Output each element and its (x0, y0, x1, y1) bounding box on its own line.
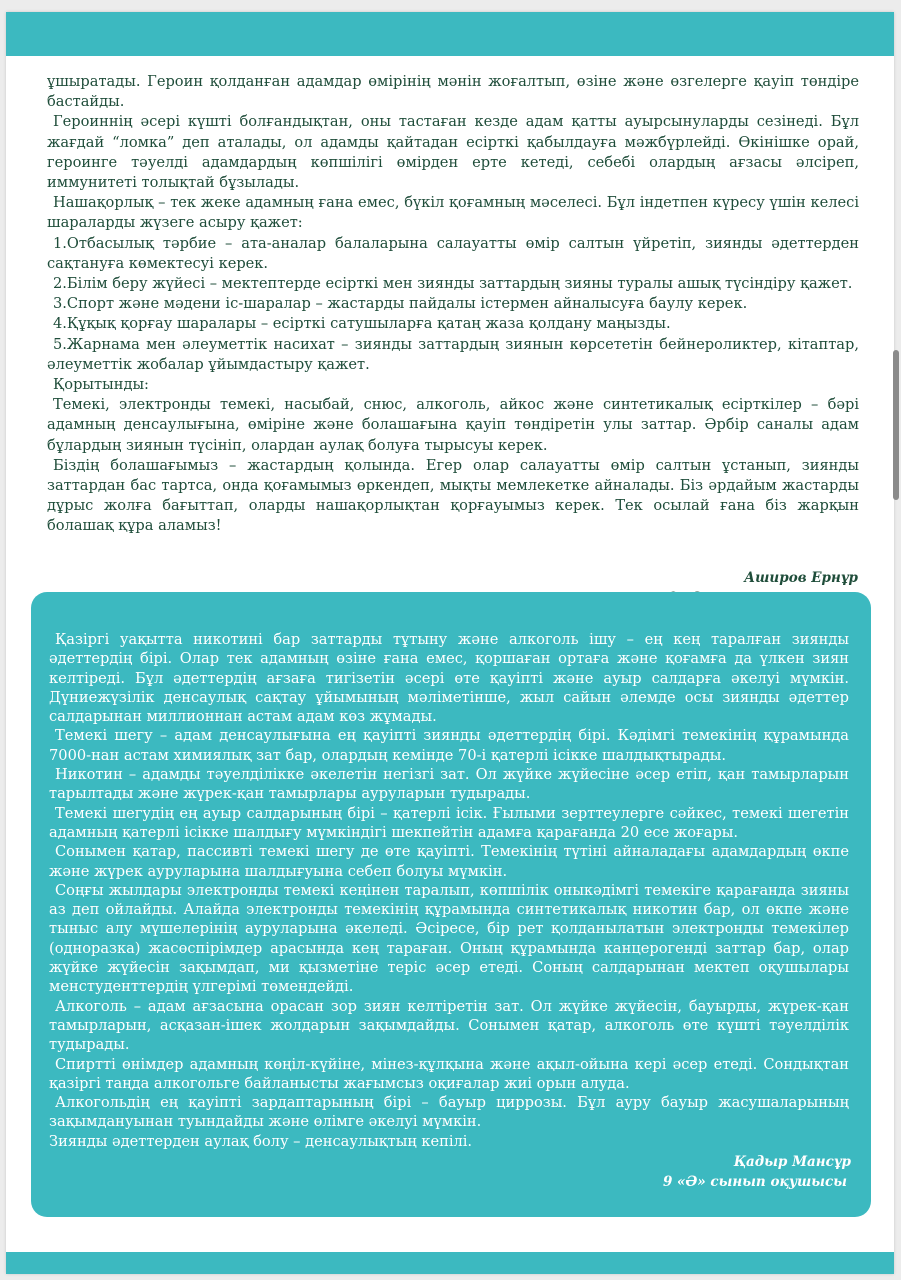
article2-paragraph: Соңғы жылдары электронды темекі кеңінен таралып, көпшілік оныкәдімгі темекіге қарағанда зияны аз деп ойлайды. Алайда электронды темекінің құрамында синтетикалық никотин бар, ол өкпе және тыныс алу мүшелерінің ауруларына әкеледі. Әсіресе, бір рет қолданылатын электронды темекілер (одноразка) жасөспірімдер арасында кең тараған. Оның құрамында канцерогенді заттар бар, олар жүйке жүйесін зақымдап, ми қызметіне теріс әсер етеді. Соның салдарынан мектеп оқушылары менстуденттердің үлгерімі төмендейді. (49, 881, 849, 996)
article1-author: Аширов Ернұр (744, 570, 858, 586)
article1-list-item: 4.Құқық қорғау шаралары – есірткі сатушыларға қатаң жаза қолдану маңызды. (53, 315, 671, 333)
article1-list-item: 2.Білім беру жүйесі – мектептерде есірткі мен зиянды заттардың зияны туралы ашық түсіндіру қажет. (53, 275, 853, 293)
article1-paragraph: Героиннің әсері күшті болғандықтан, оны тастаған кезде адам қатты ауырсынуларды сезінеді. Бұл жағдай “ломка” деп аталады, ол адамды қайтадан есірткі қабылдауға мәжбүрлейді. Өкінішке орай, героинге тәуелді адамдардың көпшілігі өмірден ерте кетеді, себебі олардың ағзасы әлсіреп, иммунитеті толықтай бұзылады. (47, 113, 859, 192)
article1-paragraph: Біздің болашағымыз – жастардың қолында. Егер олар салауатты өмір салтын ұстанып, зиянды заттардан бас тартса, онда қоғамымыз өркендеп, мықты мемлекетке айналады. Біз әрдайым жастарды дұрыс жолға бағыттап, оларды нашақорлықтан қорғауымыз керек. Тек осылай ғана біз жарқын болашақ құра аламыз! (47, 456, 859, 535)
article2-paragraph: Қазіргі уақытта никотині бар заттарды тұтыну және алкоголь ішу – ең кең таралған зиянды әдеттердің бірі. Олар тек адамның өзіне ғана емес, қоршаған ортаға және қоғамға да үлкен зиян келтіреді. Бұл әдеттердің ағзаға тигізетін әсері өте қауіпті және ауыр салдарға әкелуі мүмкін. Дүниежүзілік денсаулық сақтау ұйымының мәліметінше, жыл сайын әлемде осы зиянды әдеттер салдарынан миллионнан астам адам көз жұмады. (49, 631, 849, 726)
article1-paragraph: ұшыратады. Героин қолданған адамдар өмірінің мәнін жоғалтып, өзіне және өзгелерге қауіп төндіре бастайды. (47, 73, 859, 111)
bottom-decorative-band (6, 1252, 894, 1274)
top-decorative-band (6, 12, 894, 56)
article1-list-item: 1.Отбасылық тәрбие – ата-аналар балаларына салауатты өмір салтын үйретіп, зиянды әдеттерден сақтануға көмектесуі керек. (47, 234, 859, 272)
magazine-page (6, 12, 894, 1274)
article-nicotine-alcohol (49, 630, 849, 1151)
article2-paragraph: Темекі шегудің ең ауыр салдарының бірі – қатерлі ісік. Ғылыми зерттеулерге сәйкес, темекі шегетін адамның қатерлі ісікке шалдығу мүмкіндігі шекпейтін адамға қарағанда 20 есе жоғары. (49, 804, 849, 841)
article2-class: 9 «Ә» сынып оқушысы (662, 1174, 847, 1190)
article1-paragraph: Нашақорлық – тек жеке адамның ғана емес, бүкіл қоғамның мәселесі. Бұл індетпен күресу үшін келесі шараларды жүзеге асыру қажет: (47, 194, 859, 232)
scrollbar[interactable] (893, 350, 899, 500)
article2-author: Қадыр Мансұр (733, 1154, 851, 1170)
article2-signature (663, 1152, 851, 1192)
article2-box (31, 592, 871, 1217)
article1-list-item: 5.Жарнама мен әлеуметтік насихат – зиянды заттардың зиянын көрсететін бейнероликтер, кітаптар, әлеуметтік жобалар ұйымдастыру қажет. (47, 335, 859, 373)
article2-paragraph: Никотин – адамды тәуелділікке әкелетін негізгі зат. Ол жүйке жүйесіне әсер етіп, қан тамырларын тарылтады және жүрек-қан тамырлары ауруларын тудырады. (49, 766, 849, 803)
article-drug-addiction (47, 72, 859, 537)
article2-paragraph: Алкогольдің ең қауіпті зардаптарының бірі – бауыр циррозы. Бұл ауру бауыр жасушаларының зақымдануынан туындайды және өлімге әкелуі мүмкін. (49, 1094, 849, 1131)
article2-paragraph: Сонымен қатар, пассивті темекі шегу де өте қауіпті. Темекінің түтіні айналадағы адамдардың өкпе және жүрек ауруларына шалдығуына себеп болуы мүмкін. (49, 843, 849, 880)
article1-list-item: 3.Спорт және мәдени іс-шаралар – жастарды пайдалы істермен айналысуға баулу керек. (53, 295, 748, 313)
article2-paragraph: Алкоголь – адам ағзасына орасан зор зиян келтіретін зат. Ол жүйке жүйесін, бауырды, жүрек-қан тамырларын, асқазан-ішек жолдарын зақымдайды. Сонымен қатар, алкоголь өте күшті тәуелділік тудырады. (49, 997, 849, 1054)
article2-paragraph: Темекі шегу – адам денсаулығына ең қауіпті зиянды әдеттердің бірі. Кәдімгі темекінің құрамында 7000-нан астам химиялық зат бар, олардың кемінде 70-і қатерлі ісікке шалдықтырады. (49, 727, 849, 764)
article1-conclusion-heading: Қорытынды: (53, 376, 149, 394)
article1-paragraph: Темекі, электронды темекі, насыбай, снюс, алкоголь, айкос және синтетикалық есірткілер – бәрі адамның денсаулығына, өміріне және болашағына қауіп төндіретін улы заттар. Әрбір саналы адам бұлардың зиянын түсініп, олардан аулақ болуға тырысуы керек. (47, 396, 859, 454)
article2-paragraph: Спиртті өнімдер адамның көңіл-күйіне, мінез-құлқына және ақыл-ойына кері әсер етеді. Сондықтан қазіргі таңда алкогольге байланысты жағымсыз оқиғалар жиі орын алуда. (49, 1055, 849, 1092)
article2-paragraph: Зиянды әдеттерден аулақ болу – денсаулықтың кепілі. (49, 1132, 473, 1150)
